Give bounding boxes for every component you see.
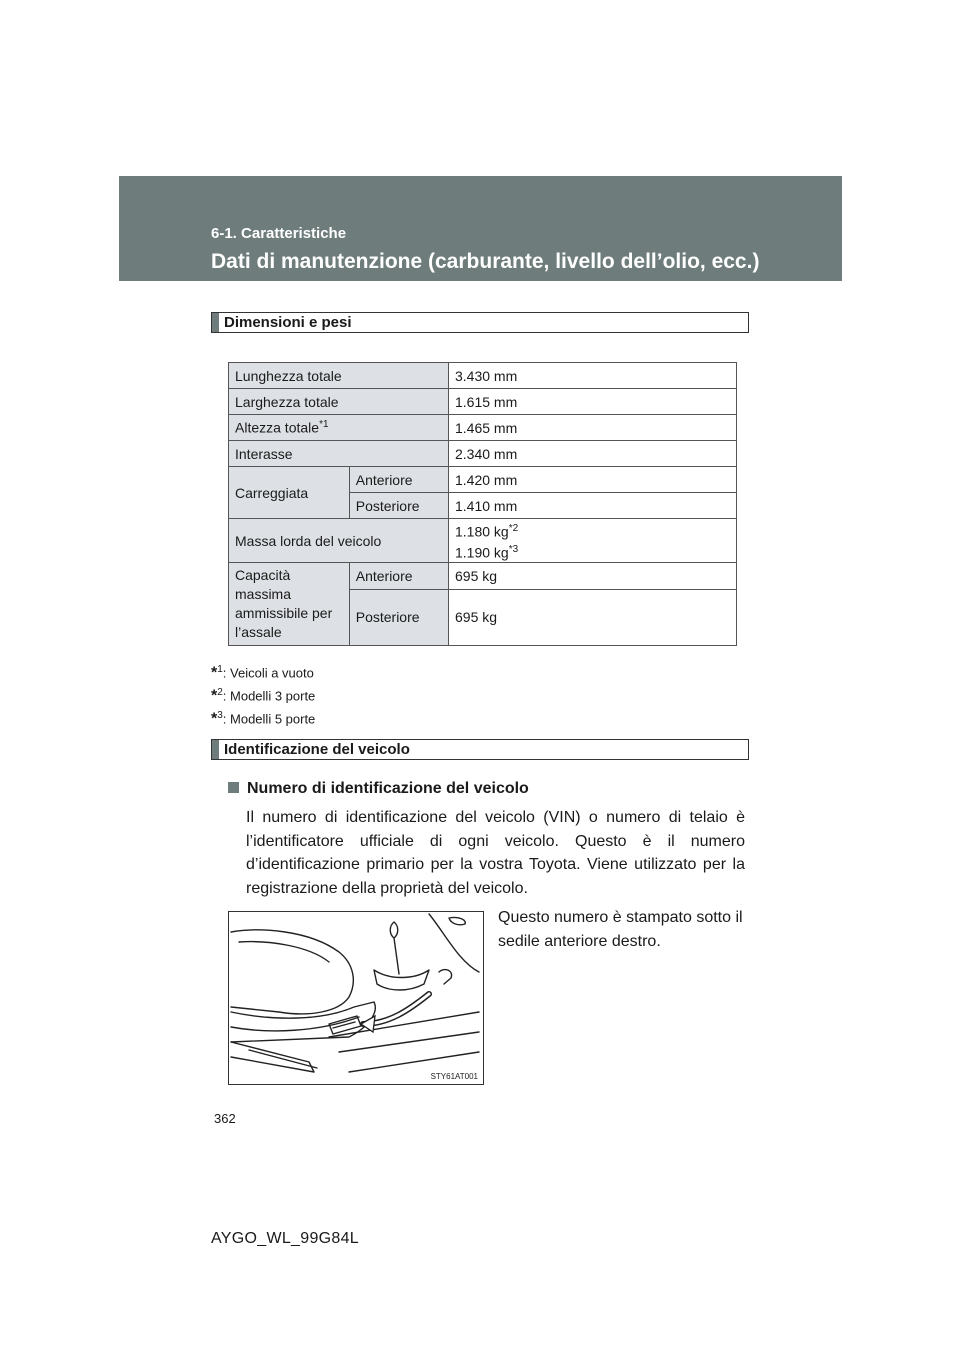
table-value: 2.340 mm — [449, 441, 737, 467]
table-row — [229, 363, 737, 389]
table-label: Massa lorda del veicolo — [229, 519, 449, 563]
footnote — [211, 706, 315, 729]
footnote-number: 2 — [217, 686, 223, 698]
table-label — [229, 415, 449, 441]
footnote-marker: *1 — [319, 419, 329, 431]
footnote — [211, 660, 315, 683]
seat-drawing-icon — [229, 912, 483, 1084]
table-value: 695 kg — [449, 563, 737, 590]
footnote-star: * — [211, 709, 218, 727]
table-row — [229, 415, 737, 441]
footnote-text: : Veicoli a vuoto — [222, 665, 314, 681]
table-row — [229, 389, 737, 415]
document-code: AYGO_WL_99G84L — [211, 1230, 359, 1247]
gross-value-5-door: 1.190 kg — [455, 544, 509, 561]
vin-subheading-text: Numero di identificazione del veicolo — [247, 780, 529, 797]
vin-paragraph: Il numero di identificazione del veicolo (VIN) o numero di telaio è l’identificatore ufficiale di ogni veicolo. Questo è il numero d’identificazione primario per la vostra Toyota. Viene utilizzato per la registrazione della proprietà del veicolo. — [246, 809, 745, 897]
section-label: 6-1. Caratteristiche — [211, 225, 347, 242]
page-number: 362 — [214, 1111, 236, 1126]
table-row — [229, 441, 737, 467]
footnote-marker: *3 — [508, 543, 519, 555]
table-row — [229, 519, 737, 563]
table-value — [449, 519, 737, 563]
table-value: 3.430 mm — [449, 363, 737, 389]
footnote-marker: *2 — [508, 522, 519, 534]
table-sublabel: Anteriore — [349, 467, 448, 493]
identification-heading: Identificazione del veicolo — [211, 739, 749, 760]
table-label: Capacità massima ammissibile per l’assale — [229, 563, 350, 646]
vin-location-text: Questo numero è stampato sotto il sedile anteriore destro. — [498, 909, 743, 950]
footnote-star: * — [211, 687, 218, 705]
footnote — [211, 683, 315, 706]
table-label: Interasse — [229, 441, 449, 467]
table-value: 1.420 mm — [449, 467, 737, 493]
footnote-number: 3 — [217, 709, 223, 721]
vin-location-illustration — [228, 911, 484, 1085]
page-title: Dati di manutenzione (carburante, livello dell’olio, ecc.) — [211, 250, 760, 273]
gross-value-3-door: 1.180 kg — [455, 523, 509, 540]
table-value: 695 kg — [449, 589, 737, 645]
table-sublabel: Anteriore — [349, 563, 448, 590]
footnote-text: : Modelli 3 porte — [222, 688, 316, 704]
table-label: Lunghezza totale — [229, 363, 449, 389]
table-label: Larghezza totale — [229, 389, 449, 415]
footnote-star: * — [211, 664, 218, 682]
vin-subheading — [228, 780, 529, 798]
footnote-text: : Modelli 5 porte — [222, 710, 316, 726]
table-value: 1.615 mm — [449, 389, 737, 415]
table-value: 1.410 mm — [449, 493, 737, 519]
table-value: 1.465 mm — [449, 415, 737, 441]
footnotes — [211, 660, 315, 728]
footnote-number: 1 — [217, 664, 223, 675]
height-label-text: Altezza totale — [235, 419, 320, 436]
square-bullet-icon — [228, 782, 239, 793]
dimensions-heading: Dimensioni e pesi — [211, 312, 749, 333]
table-sublabel: Posteriore — [349, 493, 448, 519]
table-label: Carreggiata — [229, 467, 350, 519]
table-row — [229, 467, 737, 493]
figure-code: STY61AT001 — [430, 1072, 478, 1081]
table-sublabel: Posteriore — [349, 589, 448, 645]
table-row — [229, 563, 737, 590]
dimensions-table — [228, 362, 737, 646]
